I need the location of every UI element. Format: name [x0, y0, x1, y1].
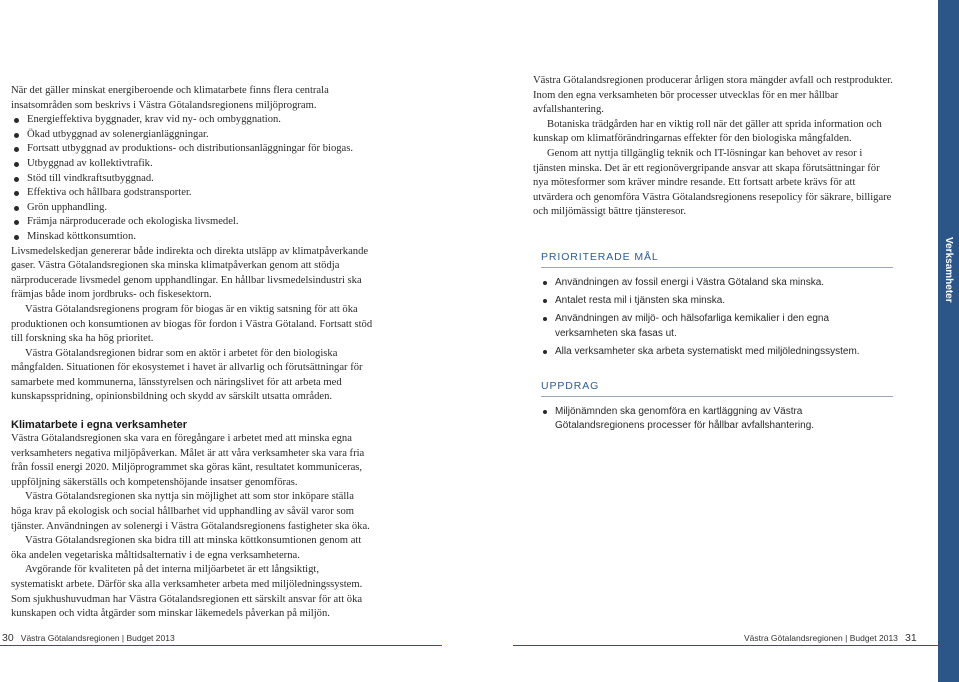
list-item: Utbyggnad av kollektivtrafik.: [11, 157, 373, 172]
bullet-icon: [14, 177, 19, 182]
footer-right: [744, 632, 917, 644]
divider: [541, 396, 893, 397]
intro-paragraph: När det gäller minskat energiberoende och klimatarbete finns flera centrala insatsområden som beskrivs i Västra Götalandsregionens miljöprogram.: [11, 85, 329, 111]
list-item: Grön upphandling.: [11, 201, 373, 216]
biologisk-mangfald-paragraph: Västra Götalandsregionen bidrar som en aktör i arbetet för den biologiska mångfalden. Situationen för ekosystemet i havet är allvarlig och förutsättningar för samarbete med kommunerna, länsstyrelsen och näringslivet för att arbeta med kunskapsspridning, opinionsbildning och skydd av särskilt utsatta områden.: [11, 347, 363, 403]
biogas-paragraph: Västra Götalandsregionens program för biogas är en viktig satsning för att öka produktionen och konsumtionen av biogas för fordon i Västra Götaland. Fortsatt stöd till forskning ska ha hög prioritet.: [11, 303, 373, 345]
bullet-icon: [14, 162, 19, 167]
footer-divider-left: [0, 645, 442, 646]
bullet-icon: [14, 147, 19, 152]
sidebar-label: Verksamheter: [943, 237, 954, 303]
left-column: [11, 84, 373, 622]
upphandling-paragraph: Västra Götalandsregionen ska nyttja sin möjlighet att som stor inköpare ställa höga krav på ekologisk och social hållbarhet vid upphandling av såväl varor som tjänster. Användningen av solenergi i Västra Götalandsregionens fastigheter ska öka.: [11, 491, 370, 532]
bullet-icon: [14, 220, 19, 225]
bullet-icon: [14, 206, 19, 211]
resor-paragraph: Genom att nyttja tillgänglig teknik och IT-lösningar kan behovet av resor i tjänsten minska. Det är ett regionövergripande ansvar att skapa förutsättningar för nya mötesformer som kräver mindre resande. Ett fortsatt arbete krävs för att utvärdera och genomföra Västra Götalandsregionens resepolicy för säkrare, billigare och miljömässigt bättre tjänsteresor.: [533, 147, 892, 218]
avfall-paragraph: Västra Götalandsregionen producerar årligen stora mängder avfall och restprodukter. Inom den egna verksamheten bör processer utvecklas för en mer hållbar avfallshantering.: [533, 75, 893, 116]
bullet-icon: [543, 350, 547, 354]
footer-left: [2, 632, 175, 644]
assignment-box: [541, 380, 893, 437]
livsmedel-paragraph: Livsmedelskedjan genererar både indirekta och direkta utsläpp av klimatpåverkande gaser. Västra Götalandsregionen ska minska klimatpåverkan genom att stödja närproducerade livsmedel genom upphandlingar. En hållbar livsmedelsindustri ska främjas både inom jordbruks- och fiskesektorn.: [11, 245, 369, 301]
section-heading: Klimatarbete i egna verksamheter: [11, 419, 188, 432]
list-item: Miljönämnden ska genomföra en kartläggning av Västra Götalandsregionens processer för hållbar avfallshantering.: [541, 405, 893, 433]
list-item: Användningen av fossil energi i Västra Götaland ska minska.: [541, 276, 893, 290]
list-item: Energieffektiva byggnader, krav vid ny- och ombyggnation.: [11, 113, 373, 128]
assignment-title: UPPDRAG: [541, 380, 600, 392]
prioritized-goals-list: [541, 276, 893, 359]
insatsomraden-list: [11, 113, 373, 244]
bullet-icon: [543, 410, 547, 414]
list-item: Ökad utbyggnad av solenergianläggningar.: [11, 128, 373, 143]
right-column: [533, 74, 895, 220]
list-item: Minskad köttkonsumtion.: [11, 230, 373, 245]
prioritized-goals-box: [541, 251, 893, 363]
footer-text-right: Västra Götalandsregionen | Budget 2013: [744, 633, 898, 643]
assignment-list: [541, 405, 893, 433]
list-item: Stöd till vindkraftsutbyggnad.: [11, 172, 373, 187]
divider: [541, 267, 893, 268]
footer-text-left: Västra Götalandsregionen | Budget 2013: [20, 633, 175, 643]
footer-divider-right: [513, 645, 959, 646]
bullet-icon: [14, 235, 19, 240]
bullet-icon: [14, 133, 19, 138]
bullet-icon: [14, 118, 19, 123]
section-sidebar: [938, 0, 959, 682]
page-number-left: 30: [2, 632, 14, 644]
list-item: Fortsatt utbyggnad av produktions- och distributionsanläggningar för biogas.: [11, 142, 373, 157]
bullet-icon: [543, 299, 547, 303]
page-number-right: 31: [905, 632, 917, 644]
bullet-icon: [14, 191, 19, 196]
list-item: Användningen av miljö- och hälsofarliga kemikalier i den egna verksamheten ska fasas ut.: [541, 312, 893, 340]
list-item: Främja närproducerade och ekologiska livsmedel.: [11, 215, 373, 230]
kottkonsumtion-paragraph: Västra Götalandsregionen ska bidra till att minska köttkonsumtionen genom att öka andelen vegetariska måltidsalternativ i de egna verksamheterna.: [11, 535, 362, 561]
egna-verksamheter-paragraph: Västra Götalandsregionen ska vara en föregångare i arbetet med att minska egna verksamheters negativa miljöpåverkan. Målet är att våra verksamheter ska vara fria från fossil energi 2020. Miljöprogrammet ska göras känt, resultatet kommuniceras, uppföljning säkerställs och kompetenshöjande insatser genomföras.: [11, 433, 365, 488]
botaniska-paragraph: Botaniska trädgården har en viktig roll när det gäller att sprida information och kunskap om klimatförändringarnas effekter för den biologiska mångfalden.: [533, 118, 882, 145]
prioritized-goals-title: PRIORITERADE MÅL: [541, 251, 659, 263]
miljoledning-paragraph: Avgörande för kvaliteten på det interna miljöarbetet är ett långsiktigt, systematiskt arbete. Därför ska alla verksamheter arbeta med miljöledningssystem. Som sjukhushuvudman har Västra Götalandsregionen ett särskilt ansvar för att öka kunskapen och vidta åtgärder som minskar läkemedels påverkan på miljön.: [11, 564, 363, 620]
bullet-icon: [543, 281, 547, 285]
list-item: Effektiva och hållbara godstransporter.: [11, 186, 373, 201]
list-item: Alla verksamheter ska arbeta systematiskt med miljöledningssystem.: [541, 345, 893, 359]
bullet-icon: [543, 317, 547, 321]
list-item: Antalet resta mil i tjänsten ska minska.: [541, 294, 893, 308]
